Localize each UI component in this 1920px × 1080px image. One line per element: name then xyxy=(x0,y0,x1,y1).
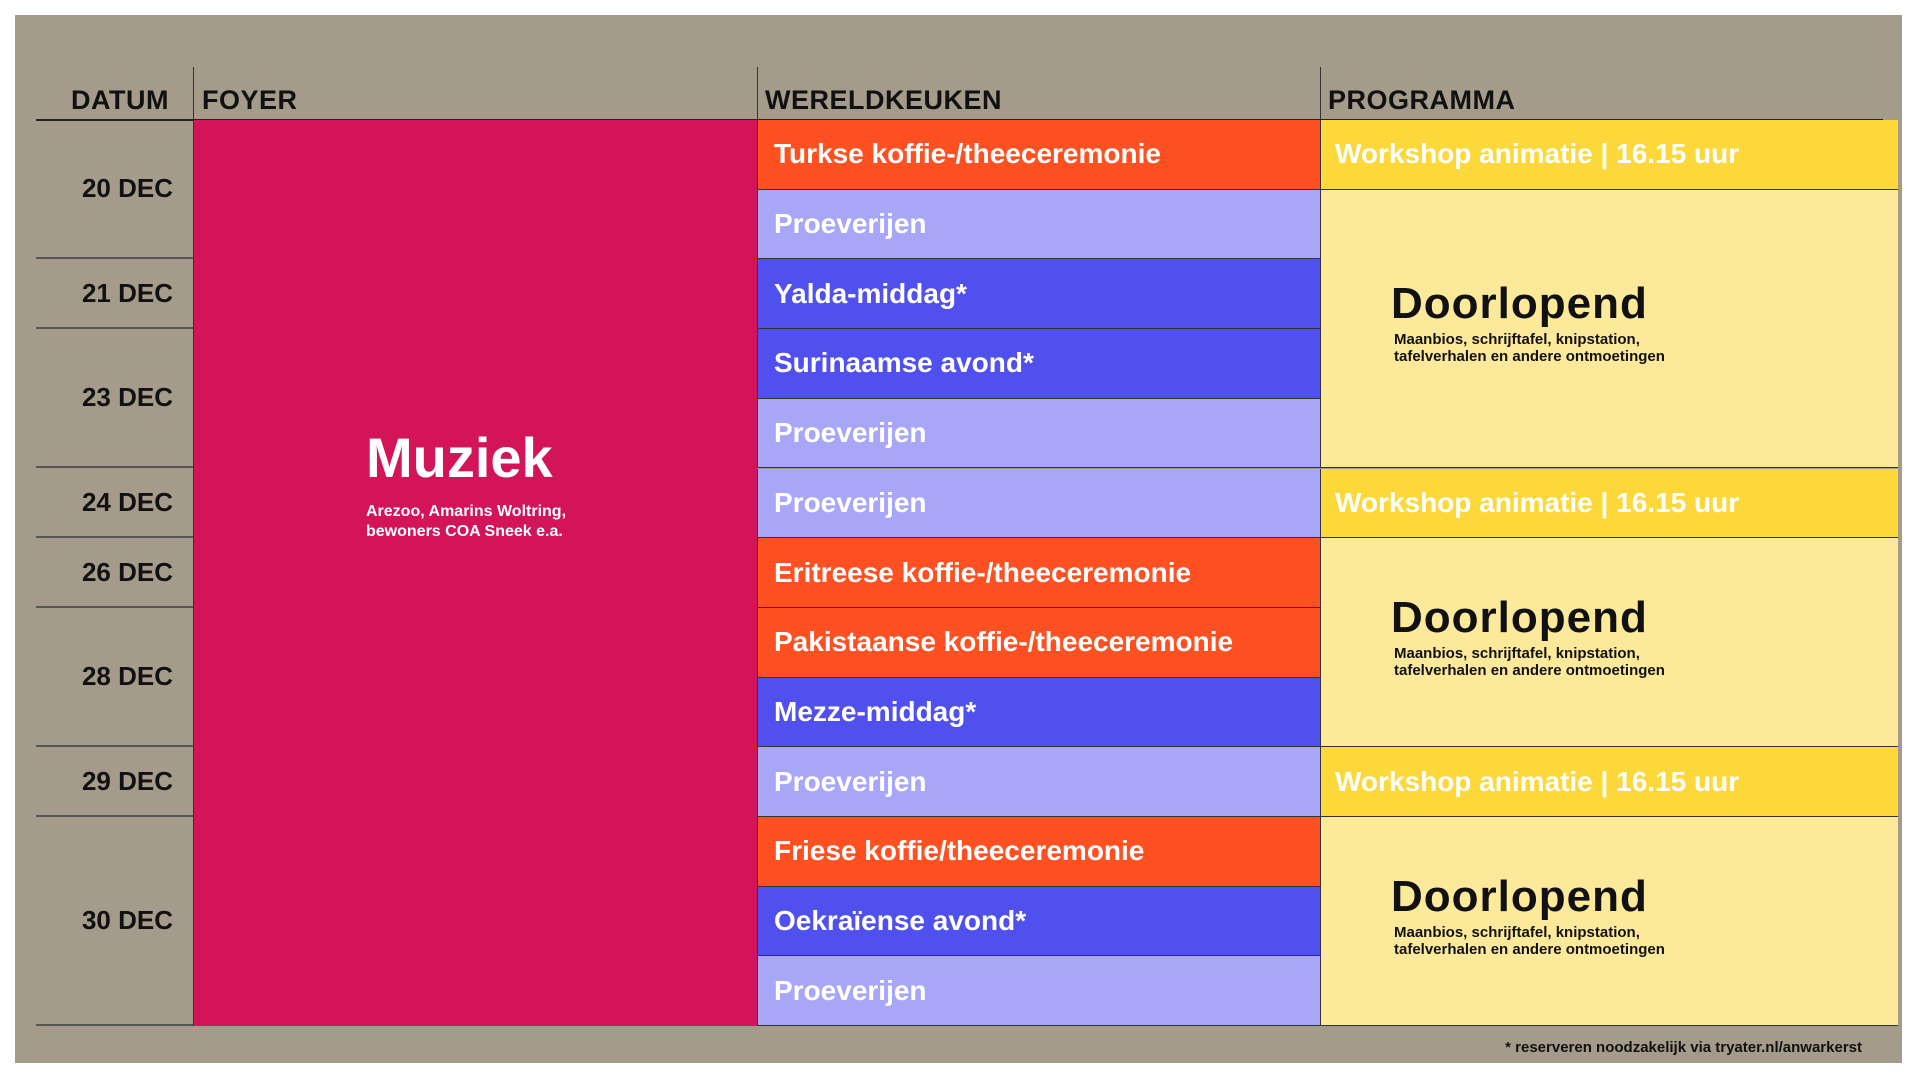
wereldkeuken-item: Friese koffie/theeceremonie xyxy=(757,817,1320,887)
doorlopend-block xyxy=(1320,817,1898,1026)
wereldkeuken-item: Eritreese koffie-/theeceremonie xyxy=(757,538,1320,608)
wereldkeuken-item: Proeverijen xyxy=(757,469,1320,539)
schedule-panel xyxy=(15,15,1902,1063)
description-line: Maanbios, schrijftafel, knipstation, xyxy=(1394,644,1640,662)
foyer-block xyxy=(193,120,757,1026)
wereldkeuken-item: Oekraïense avond* xyxy=(757,887,1320,957)
doorlopend-title: Doorlopend xyxy=(1391,871,1648,921)
wereldkeuken-item: Proeverijen xyxy=(757,747,1320,817)
doorlopend-title: Doorlopend xyxy=(1391,279,1648,329)
doorlopend-block xyxy=(1320,190,1898,469)
doorlopend-description xyxy=(1394,924,1665,958)
foyer-subtitle xyxy=(366,502,566,542)
description-line: tafelverhalen en andere ontmoetingen xyxy=(1394,661,1665,679)
date-label: 21 DEC xyxy=(36,259,193,329)
date-label: 30 DEC xyxy=(36,817,193,1026)
wereldkeuken-item: Proeverijen xyxy=(757,399,1320,469)
foyer-subtitle-line: bewoners COA Sneek e.a. xyxy=(366,523,563,540)
header-datum: DATUM xyxy=(71,85,169,115)
header-foyer: FOYER xyxy=(202,85,298,115)
date-label: 26 DEC xyxy=(36,538,193,608)
date-label: 20 DEC xyxy=(36,120,193,259)
wereldkeuken-item: Pakistaanse koffie-/theeceremonie xyxy=(757,608,1320,678)
date-label: 23 DEC xyxy=(36,329,193,468)
doorlopend-description xyxy=(1394,645,1665,679)
wereldkeuken-item: Surinaamse avond* xyxy=(757,329,1320,399)
description-line: tafelverhalen en andere ontmoetingen xyxy=(1394,940,1665,958)
date-label: 29 DEC xyxy=(36,747,193,817)
wereldkeuken-item: Turkse koffie-/theeceremonie xyxy=(757,120,1320,190)
doorlopend-block xyxy=(1320,538,1898,747)
workshop-item: Workshop animatie | 16.15 uur xyxy=(1320,469,1898,539)
doorlopend-description xyxy=(1394,331,1665,365)
workshop-item: Workshop animatie | 16.15 uur xyxy=(1320,747,1898,817)
header-programma: PROGRAMMA xyxy=(1328,85,1516,115)
foyer-subtitle-line: Arezoo, Amarins Woltring, xyxy=(366,503,567,520)
description-line: Maanbios, schrijftafel, knipstation, xyxy=(1394,923,1640,941)
foyer-title: Muziek xyxy=(366,426,553,489)
wereldkeuken-item: Mezze-middag* xyxy=(757,678,1320,748)
footer-note: * reserveren noodzakelijk via tryater.nl/anwarkerst xyxy=(1505,1039,1862,1056)
wereldkeuken-item: Proeverijen xyxy=(757,190,1320,260)
wereldkeuken-item: Yalda-middag* xyxy=(757,259,1320,329)
header-wereldkeuken: WERELDKEUKEN xyxy=(765,85,1003,115)
wereldkeuken-item: Proeverijen xyxy=(757,956,1320,1026)
description-line: tafelverhalen en andere ontmoetingen xyxy=(1394,348,1665,366)
workshop-item: Workshop animatie | 16.15 uur xyxy=(1320,120,1898,190)
description-line: Maanbios, schrijftafel, knipstation, xyxy=(1394,331,1640,349)
date-label: 24 DEC xyxy=(36,469,193,539)
doorlopend-title: Doorlopend xyxy=(1391,592,1648,642)
date-label: 28 DEC xyxy=(36,608,193,747)
